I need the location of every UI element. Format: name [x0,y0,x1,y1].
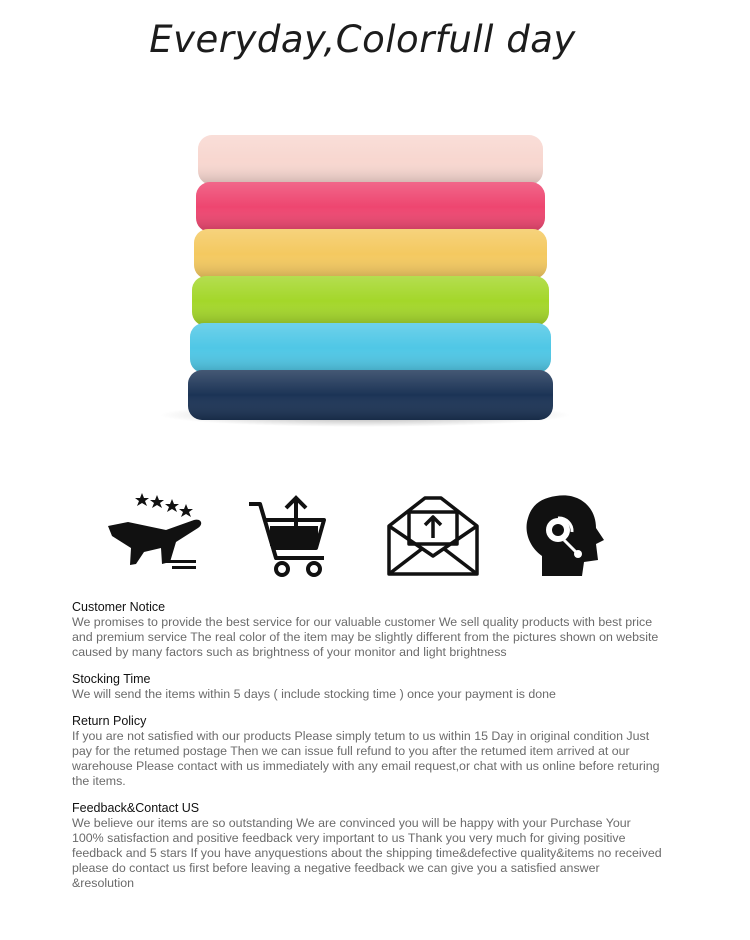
section-body: We promises to provide the best service for our valuable customer We sell quality products with best price and premium service The real color of the item may be slightly different from the pictures shown on website caused by many factors such as brightness of your monitor and light brightness [72,615,659,659]
fabric-layer-shading [194,229,547,279]
customer-notice-section [72,600,672,660]
feedback-contact-section [72,801,672,891]
customer-support-headset-icon [518,490,618,580]
envelope-upload-icon [383,490,483,580]
page-title: Everyday,Colorfull day [149,18,576,61]
section-body: We believe our items are so outstanding We are convinced you will be happy with your Purchase Your 100% satisfaction and positive feedback very important to us Thank you very much for giving positive feedback and 5 stars If you have anyquestions about the shipping time&defective quality&items no received please do contact us first before leaving a negative feedback we can give you a satisfied answer &resolution [72,816,662,890]
shopping-cart-upload-icon [246,490,346,580]
fabric-layer-shading [198,135,543,185]
fabric-layer-shading [188,370,553,420]
fabric-stack-graphic [150,125,580,445]
section-title: Customer Notice [72,600,166,614]
store-notices [72,600,672,903]
plane-with-stars-icon [106,490,206,580]
section-title: Feedback&Contact US [72,801,200,815]
fabric-layer-shading [190,323,551,373]
fabric-layer-shading [192,276,549,326]
fabric-layer-shading [196,182,545,232]
section-body: We will send the items within 5 days ( include stocking time ) once your payment is done [72,687,556,701]
service-icons-row [0,490,750,585]
stocking-time-section [72,672,672,702]
section-title: Stocking Time [72,672,151,686]
section-title: Return Policy [72,714,147,728]
section-body: If you are not satisfied with our products Please simply tetum to us within 15 Day in original condition Just pay for the retumed postage Then we can issue full refund to you after the retumed item arrived at our warehouse Please contact with us immediately with any email request,or chat with us online before returing the items. [72,729,660,788]
fabric-stack-image [150,125,580,445]
return-policy-section [72,714,672,789]
